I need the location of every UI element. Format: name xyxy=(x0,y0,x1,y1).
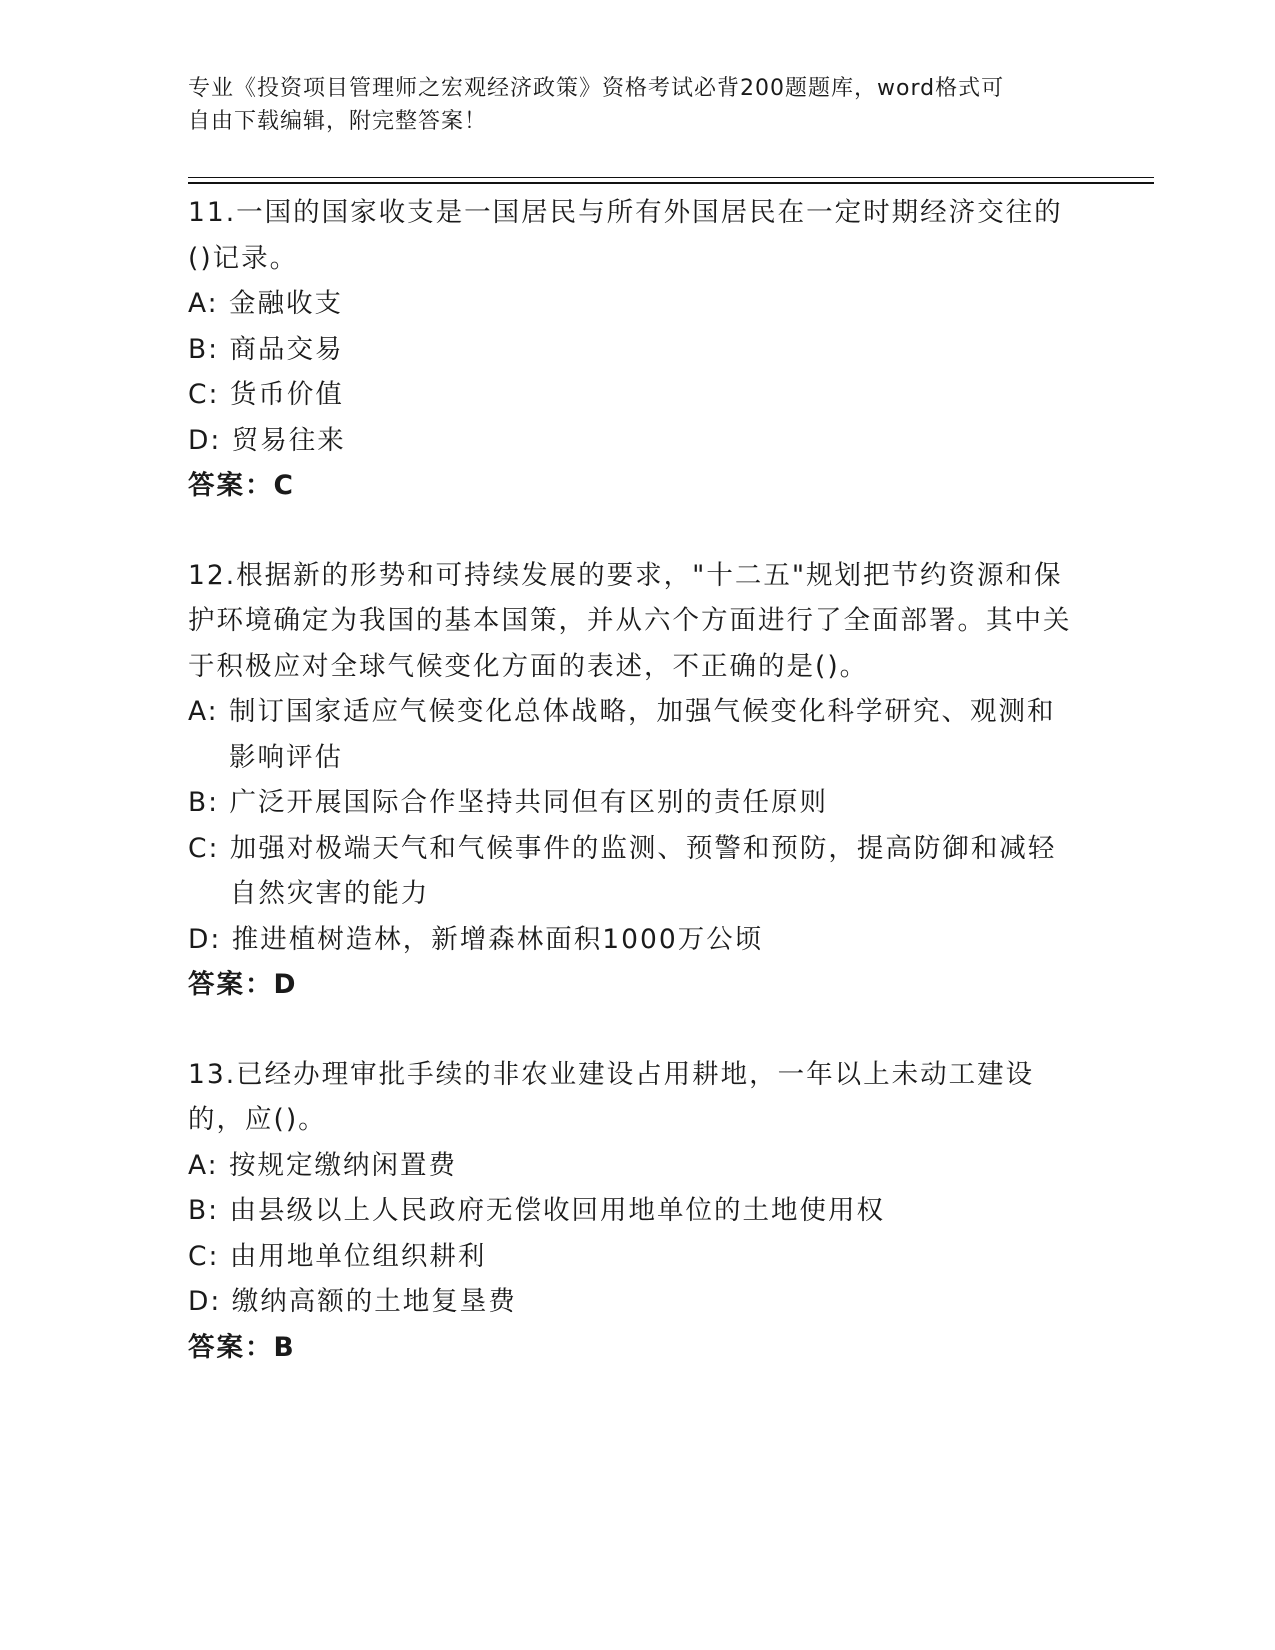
option-text: 由用地单位组织耕利 xyxy=(229,1240,487,1272)
option-b xyxy=(188,1188,1078,1234)
option-letter: B: xyxy=(188,787,230,818)
header-divider-thick xyxy=(188,182,1154,184)
question-11 xyxy=(188,190,1078,509)
option-a xyxy=(188,1143,1078,1189)
option-text: 缴纳高额的土地复垦费 xyxy=(231,1286,517,1317)
option-b xyxy=(188,327,1078,373)
option-text: 广泛开展国际合作坚持共同但有区别的责任原则 xyxy=(229,787,829,818)
option-letter: B: xyxy=(188,333,230,365)
option-a xyxy=(188,689,1078,780)
answer-label: 答案：B xyxy=(188,1331,296,1363)
option-letter: D: xyxy=(188,923,232,955)
option-letter: D: xyxy=(188,424,232,456)
option-letter: C: xyxy=(188,379,230,410)
option-a xyxy=(188,281,1078,327)
option-c xyxy=(188,826,1078,917)
option-text: 货币价值 xyxy=(229,379,344,410)
header-line-2: 自由下载编辑，附完整答案！ xyxy=(188,109,488,134)
document-header xyxy=(188,72,1068,138)
question-stem: 11.一国的国家收支是一国居民与所有外国居民在一定时期经济交往的()记录。 xyxy=(188,197,1063,274)
option-c xyxy=(188,372,1078,418)
question-12 xyxy=(188,553,1078,1008)
question-stem: 13.已经办理审批手续的非农业建设占用耕地，一年以上未动工建设的，应()。 xyxy=(188,1058,1035,1135)
option-d xyxy=(188,418,1078,464)
option-text: 加强对极端天气和气候事件的监测、预警和预防，提高防御和减轻自然灾害的能力 xyxy=(229,832,1057,909)
option-text: 由县级以上人民政府无偿收回用地单位的土地使用权 xyxy=(229,1195,886,1226)
question-list xyxy=(188,190,1078,1414)
option-letter: D: xyxy=(188,1286,232,1317)
option-letter: B: xyxy=(188,1195,230,1226)
option-text: 金融收支 xyxy=(229,288,344,319)
answer-label: 答案：C xyxy=(188,470,295,501)
option-letter: C: xyxy=(188,1240,230,1272)
option-text: 商品交易 xyxy=(229,333,344,365)
option-text: 推进植树造林，新增森林面积1000万公顷 xyxy=(231,923,764,955)
option-text: 按规定缴纳闲置费 xyxy=(229,1149,458,1181)
option-letter: C: xyxy=(188,832,230,864)
option-letter: A: xyxy=(188,288,230,319)
option-b xyxy=(188,780,1078,826)
option-letter: A: xyxy=(188,1149,230,1181)
question-stem: 12.根据新的形势和可持续发展的要求，"十二五"规划把节约资源和保护环境确定为我国的基本国策，并从六个方面进行了全面部署。其中关于积极应对全球气候变化方面的表述，不正确的是()。 xyxy=(188,559,1072,682)
header-line-1: 专业《投资项目管理师之宏观经济政策》资格考试必背200题题库，word格式可 xyxy=(188,76,1005,101)
option-d xyxy=(188,1279,1078,1325)
header-divider-thin xyxy=(188,177,1154,178)
option-letter: A: xyxy=(188,696,230,727)
option-c xyxy=(188,1234,1078,1280)
question-13 xyxy=(188,1052,1078,1371)
answer-label: 答案：D xyxy=(188,969,298,1000)
option-d xyxy=(188,917,1078,963)
option-text: 制订国家适应气候变化总体战略，加强气候变化科学研究、观测和影响评估 xyxy=(229,696,1056,773)
option-text: 贸易往来 xyxy=(231,424,346,456)
